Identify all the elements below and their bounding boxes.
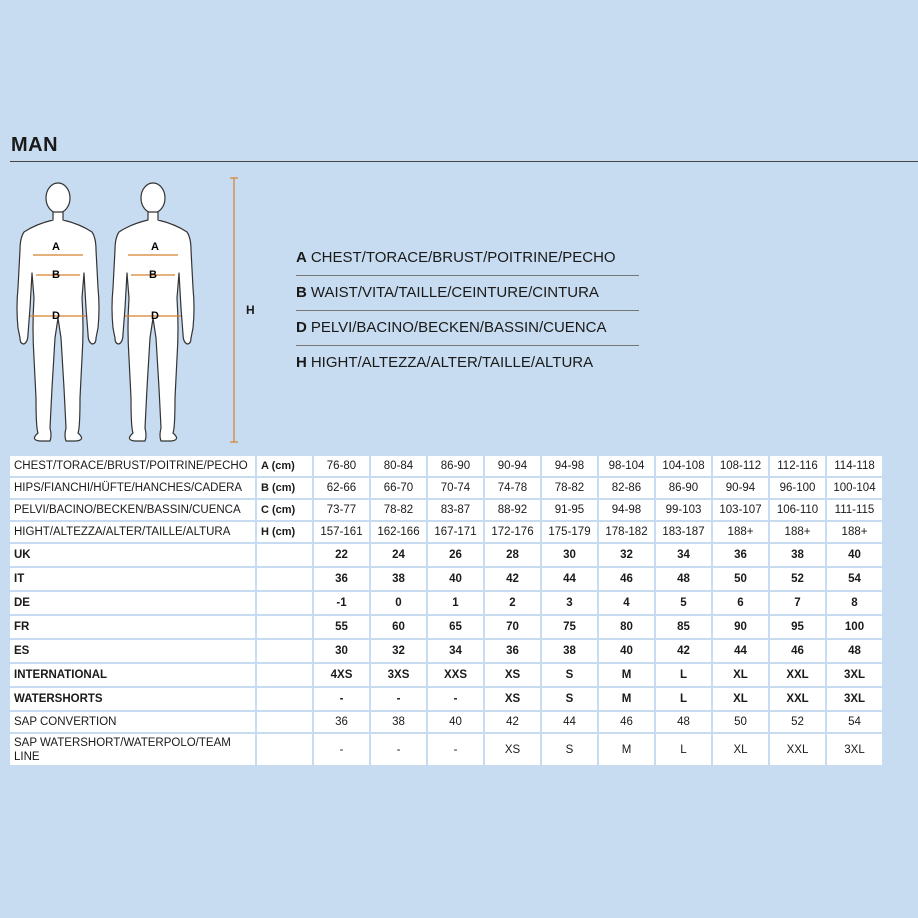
table-cell: 103-107 [713,500,768,520]
table-cell: 114-118 [827,456,882,476]
table-cell: 48 [656,712,711,732]
table-cell: 30 [542,544,597,566]
table-cell: 78-82 [542,478,597,498]
table-cell: S [542,688,597,710]
row-label: INTERNATIONAL [10,664,255,686]
table-row [10,616,882,638]
table-cell: L [656,734,711,765]
table-cell: 98-104 [599,456,654,476]
table-cell: 8 [827,592,882,614]
table-cell: 44 [713,640,768,662]
table-cell: L [656,688,711,710]
body-measurement-figures [0,172,280,447]
table-cell: 54 [827,568,882,590]
table-cell: 90 [713,616,768,638]
table-cell: 44 [542,568,597,590]
table-cell: 5 [656,592,711,614]
table-cell: 178-182 [599,522,654,542]
row-label: SAP WATERSHORT/WATERPOLO/TEAM LINE [10,734,255,765]
row-unit [257,568,312,590]
table-cell: 6 [713,592,768,614]
table-cell: 55 [314,616,369,638]
table-cell: 157-161 [314,522,369,542]
row-unit: A (cm) [257,456,312,476]
row-unit [257,712,312,732]
front-label-d: D [52,310,60,322]
table-cell: 38 [371,568,426,590]
table-cell: 30 [314,640,369,662]
table-cell: 74-78 [485,478,540,498]
table-cell: 83-87 [428,500,483,520]
table-cell: 104-108 [656,456,711,476]
row-label: WATERSHORTS [10,688,255,710]
table-cell: - [428,688,483,710]
table-row [10,712,882,732]
table-cell: - [371,734,426,765]
table-cell: 86-90 [428,456,483,476]
front-label-a: A [52,241,60,253]
back-figure [112,183,194,441]
back-label-a: A [151,241,159,253]
table-cell: 112-116 [770,456,825,476]
table-cell: 38 [371,712,426,732]
table-cell: 94-98 [599,500,654,520]
table-cell: 3XL [827,688,882,710]
table-cell: 46 [599,568,654,590]
table-cell: 75 [542,616,597,638]
table-cell: 46 [599,712,654,732]
table-cell: 36 [485,640,540,662]
title-divider [10,161,918,162]
table-cell: 90-94 [713,478,768,498]
back-label-d: D [151,310,159,322]
table-cell: M [599,664,654,686]
table-cell: 100-104 [827,478,882,498]
table-cell: 188+ [827,522,882,542]
row-unit: H (cm) [257,522,312,542]
row-label: UK [10,544,255,566]
back-label-b: B [149,269,157,281]
table-cell: 62-66 [314,478,369,498]
table-cell: 1 [428,592,483,614]
table-cell: 48 [656,568,711,590]
table-cell: S [542,664,597,686]
table-row [10,664,882,686]
table-cell: 42 [485,568,540,590]
row-label: DE [10,592,255,614]
table-cell: 28 [485,544,540,566]
table-cell: 100 [827,616,882,638]
table-cell: 183-187 [656,522,711,542]
table-cell: 76-80 [314,456,369,476]
table-cell: 2 [485,592,540,614]
table-cell: 65 [428,616,483,638]
row-label: CHEST/TORACE/BRUST/POITRINE/PECHO [10,456,255,476]
table-cell: - [314,734,369,765]
table-cell: 24 [371,544,426,566]
table-cell: 40 [599,640,654,662]
row-label: HIGHT/ALTEZZA/ALTER/TAILLE/ALTURA [10,522,255,542]
table-cell: XL [713,688,768,710]
table-cell: 167-171 [428,522,483,542]
table-cell: 32 [371,640,426,662]
table-cell: 73-77 [314,500,369,520]
table-row [10,688,882,710]
table-cell: 175-179 [542,522,597,542]
row-label: FR [10,616,255,638]
table-cell: 188+ [770,522,825,542]
table-cell: 42 [656,640,711,662]
table-cell: 80-84 [371,456,426,476]
table-cell: 32 [599,544,654,566]
table-cell: XXS [428,664,483,686]
table-cell: XS [485,664,540,686]
table-cell: 22 [314,544,369,566]
row-label: PELVI/BACINO/BECKEN/BASSIN/CUENCA [10,500,255,520]
table-cell: XS [485,688,540,710]
table-cell: 42 [485,712,540,732]
table-cell: XL [713,734,768,765]
table-cell: - [428,734,483,765]
legend-item-pelvis: D PELVI/BACINO/BECKEN/BASSIN/CUENCA [296,311,639,346]
table-cell: 38 [542,640,597,662]
table-row [10,592,882,614]
table-row [10,640,882,662]
table-cell: S [542,734,597,765]
table-cell: 52 [770,712,825,732]
table-cell: 70 [485,616,540,638]
table-cell: 26 [428,544,483,566]
row-unit [257,616,312,638]
legend-item-height: H HIGHT/ALTEZZA/ALTER/TAILLE/ALTURA [296,354,594,371]
table-cell: 50 [713,712,768,732]
table-cell: 0 [371,592,426,614]
table-cell: 66-70 [371,478,426,498]
table-cell: XL [713,664,768,686]
table-row [10,734,882,765]
table-cell: - [371,688,426,710]
row-unit [257,734,312,765]
table-cell: 96-100 [770,478,825,498]
table-cell: XXL [770,688,825,710]
table-cell: 80 [599,616,654,638]
table-cell: XXL [770,734,825,765]
table-cell: -1 [314,592,369,614]
row-unit [257,688,312,710]
legend-item-chest: A CHEST/TORACE/BRUST/POITRINE/PECHO [296,241,639,276]
table-cell: 91-95 [542,500,597,520]
table-cell: 40 [428,712,483,732]
row-unit [257,592,312,614]
table-cell: 38 [770,544,825,566]
table-cell: XS [485,734,540,765]
row-unit [257,664,312,686]
table-cell: 46 [770,640,825,662]
table-cell: 90-94 [485,456,540,476]
table-cell: - [314,688,369,710]
table-cell: 70-74 [428,478,483,498]
table-cell: 50 [713,568,768,590]
table-cell: 95 [770,616,825,638]
height-label: H [246,303,255,317]
table-cell: 3XL [827,734,882,765]
table-cell: 60 [371,616,426,638]
table-cell: 44 [542,712,597,732]
measurement-legend [296,241,639,380]
table-cell: 99-103 [656,500,711,520]
size-chart-table [8,454,884,767]
row-label: SAP CONVERTION [10,712,255,732]
table-cell: 4 [599,592,654,614]
table-row [10,478,882,498]
row-unit [257,544,312,566]
table-cell: 82-86 [599,478,654,498]
table-cell: M [599,688,654,710]
front-figure [17,183,99,441]
row-label: IT [10,568,255,590]
table-cell: 88-92 [485,500,540,520]
table-cell: XXL [770,664,825,686]
row-unit [257,640,312,662]
table-cell: 172-176 [485,522,540,542]
table-cell: 48 [827,640,882,662]
table-cell: 94-98 [542,456,597,476]
table-row [10,522,882,542]
table-cell: 108-112 [713,456,768,476]
table-cell: 52 [770,568,825,590]
table-row [10,544,882,566]
table-cell: 86-90 [656,478,711,498]
row-unit: B (cm) [257,478,312,498]
row-label: HIPS/FIANCHI/HÜFTE/HANCHES/CADERA [10,478,255,498]
table-row [10,568,882,590]
table-cell: 3XS [371,664,426,686]
table-cell: 3 [542,592,597,614]
table-cell: 34 [656,544,711,566]
table-cell: 111-115 [827,500,882,520]
table-cell: 7 [770,592,825,614]
table-row [10,456,882,476]
table-cell: 106-110 [770,500,825,520]
table-cell: L [656,664,711,686]
front-label-b: B [52,269,60,281]
table-cell: 4XS [314,664,369,686]
table-cell: 78-82 [371,500,426,520]
table-cell: M [599,734,654,765]
table-cell: 3XL [827,664,882,686]
table-cell: 36 [314,712,369,732]
table-cell: 40 [827,544,882,566]
table-cell: 40 [428,568,483,590]
table-cell: 36 [314,568,369,590]
table-cell: 85 [656,616,711,638]
legend-item-waist: B WAIST/VITA/TAILLE/CEINTURE/CINTURA [296,276,639,311]
table-cell: 188+ [713,522,768,542]
table-cell: 34 [428,640,483,662]
table-cell: 36 [713,544,768,566]
table-cell: 54 [827,712,882,732]
row-unit: C (cm) [257,500,312,520]
page-title: MAN [11,134,59,156]
row-label: ES [10,640,255,662]
table-row [10,500,882,520]
table-cell: 162-166 [371,522,426,542]
